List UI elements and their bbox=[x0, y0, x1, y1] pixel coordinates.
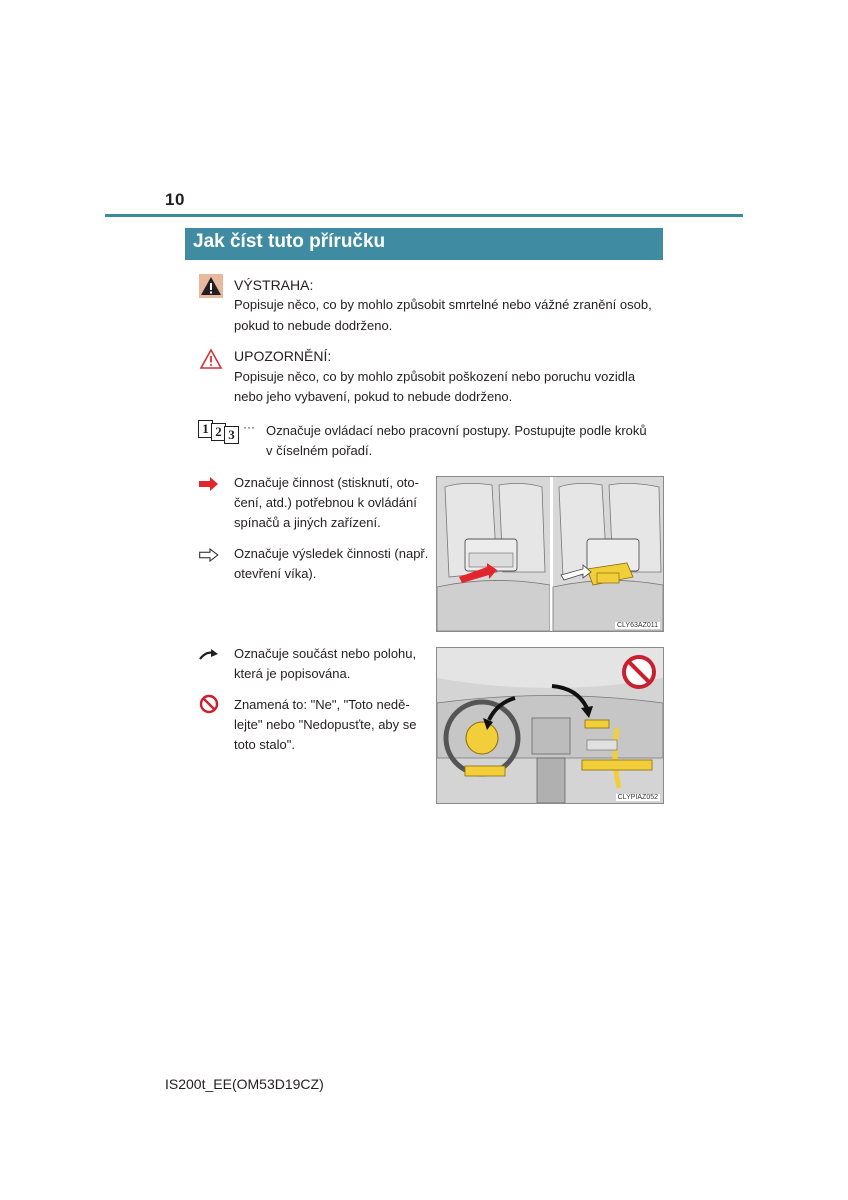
section-title-bar bbox=[185, 228, 663, 260]
action-line-1: Označuje činnost (stisknutí, oto- bbox=[234, 475, 419, 490]
figure-dashboard bbox=[436, 647, 664, 804]
step-number-icon bbox=[198, 420, 255, 442]
prohibited-line-3: toto stalo". bbox=[234, 737, 295, 752]
prohibited-line-1: Znamená to: "Ne", "Toto nedě- bbox=[234, 697, 410, 712]
result-arrow-icon bbox=[199, 548, 219, 567]
action-line-2: čení, atd.) potřebnou k ovládání bbox=[234, 495, 417, 510]
caution-icon bbox=[199, 348, 223, 375]
warning-line-2: pokud to nebude dodrženo. bbox=[234, 318, 393, 333]
top-rule bbox=[105, 214, 743, 217]
warning-icon bbox=[199, 274, 223, 303]
figure-code: CLYPIAZ052 bbox=[617, 794, 658, 801]
warning-line-1: Popisuje něco, co by mohlo způsobit smrtelné nebo vážné zranění osob, bbox=[234, 297, 652, 312]
step-digit-3: 3 bbox=[224, 426, 239, 444]
steps-line-2: v číselném pořadí. bbox=[266, 443, 373, 458]
action-arrow-icon bbox=[199, 477, 219, 496]
component-line-2: která je popisována. bbox=[234, 666, 351, 681]
steps-line-1: Označuje ovládací nebo pracovní postupy. Postupujte podle kroků bbox=[266, 423, 647, 438]
caution-heading: UPOZORNĚNÍ: bbox=[234, 348, 332, 364]
figure-code: CLY63AZ011 bbox=[617, 622, 658, 629]
step-digit-2: 2 bbox=[211, 423, 226, 441]
page-number: 10 bbox=[165, 190, 185, 209]
prohibited-line-2: lejte" nebo "Nedopusťte, aby se bbox=[234, 717, 417, 732]
figure-armrest bbox=[436, 476, 664, 632]
caution-line-1: Popisuje něco, co by mohlo způsobit poškození nebo poruchu vozidla bbox=[234, 369, 636, 384]
step-digit-1: 1 bbox=[198, 420, 213, 438]
component-line-1: Označuje součást nebo polohu, bbox=[234, 646, 417, 661]
caution-line-2: nebo jeho vybavení, pokud to nebude dodrženo. bbox=[234, 389, 513, 404]
section-title: Jak číst tuto příručku bbox=[193, 231, 386, 252]
warning-heading: VÝSTRAHA: bbox=[234, 277, 314, 293]
footer-code: IS200t_EE(OM53D19CZ) bbox=[165, 1076, 324, 1092]
step-ellipsis: ··· bbox=[243, 420, 255, 434]
result-line-1: Označuje výsledek činnosti (např. bbox=[234, 546, 429, 561]
action-line-3: spínačů a jiných zařízení. bbox=[234, 515, 381, 530]
result-line-2: otevření víka). bbox=[234, 566, 317, 581]
component-arrow-icon bbox=[199, 648, 219, 667]
prohibited-icon bbox=[199, 694, 219, 719]
